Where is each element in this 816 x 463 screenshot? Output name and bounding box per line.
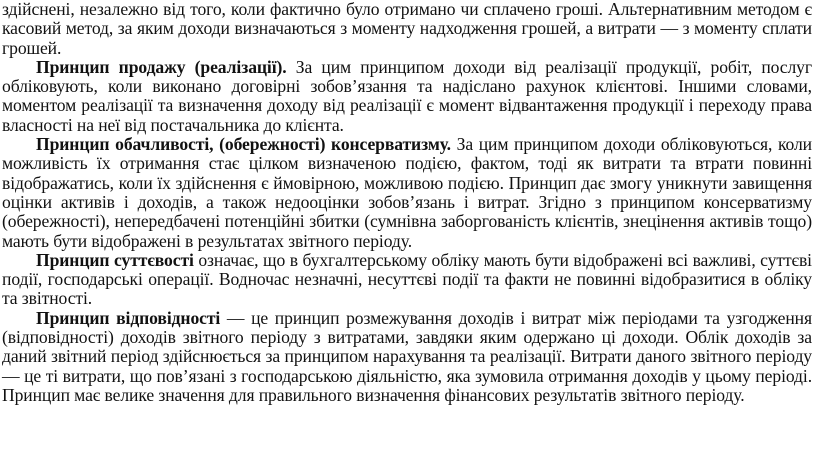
paragraph-text: За цим принципом доходи обліковуються, коли можливість їх отримання стає цілком визначеною подією, фактом, тоді як витрати та втрати повинні відображатись, коли їх здійснення є ймовірною, можливою подією. Принцип дає змогу уникнути завищення оцінки активів і доходів, а також недооцінки зобов’язань і витрат. Згідно з принципом консерватизму (обережності), непередбачені потенційні збитки (сумнівна заборгованість клієнтів, знецінення активів тощо) мають бути відображені в результатах звітного періоду. xyxy=(2,134,813,251)
paragraph-text: За цим принципом доходи від реалізації продукції, робіт, послуг обліковують, коли виконано договірні зобов’язання та надіслано рахунок клієнтові. Іншими словами, моментом реалізації та визначення доходу від реалізації є момент відвантаження продукції і переходу права власності на неї від постачальника до клієнта. xyxy=(2,56,812,135)
paragraph-continuation xyxy=(2,0,812,58)
paragraph-text: означає, що в бухгалтерському обліку мають бути відображені всі важливі, суттєві події, господарські операції. Водночас незначні, несуттєві події та факти не повинні відобразитися в обліку та звітності. xyxy=(2,249,812,309)
paragraph-text: — це принцип розмежування доходів і витрат між періодами та узгодження (відповідності) доходів звітного періоду з витратами, завдяки яким одержано ці доходи. Облік доходів за даний звітний період здійснюється за принципом нарахування та реалізації. Витрати даного звітного періоду — це ті витрати, що пов’язані з господарською діяльністю, яка зумовила отримання доходів у цьому періоді. Принцип має велике значення для правильного визначення фінансових результатів звітного періоду. xyxy=(2,307,812,405)
paragraph-materiality-principle xyxy=(2,251,812,309)
paragraph-sales-principle xyxy=(2,58,812,135)
paragraph-prudence-principle xyxy=(2,135,812,251)
paragraph-text: здійснені, незалежно від того, коли фактично було отримано чи сплачено гроші. Альтернативним методом є касовий метод, за яким доходи визначаються з моменту надходження грошей, а витрати — з моменту сплати грошей. xyxy=(2,0,812,58)
paragraph-term: Принцип відповідності xyxy=(36,307,221,328)
paragraph-term: Принцип обачливості, (обережності) консерватизму. xyxy=(36,134,451,155)
paragraph-term: Принцип суттєвості xyxy=(36,249,194,270)
paragraph-matching-principle xyxy=(2,309,812,405)
paragraph-term: Принцип продажу (реалізації). xyxy=(36,56,287,77)
